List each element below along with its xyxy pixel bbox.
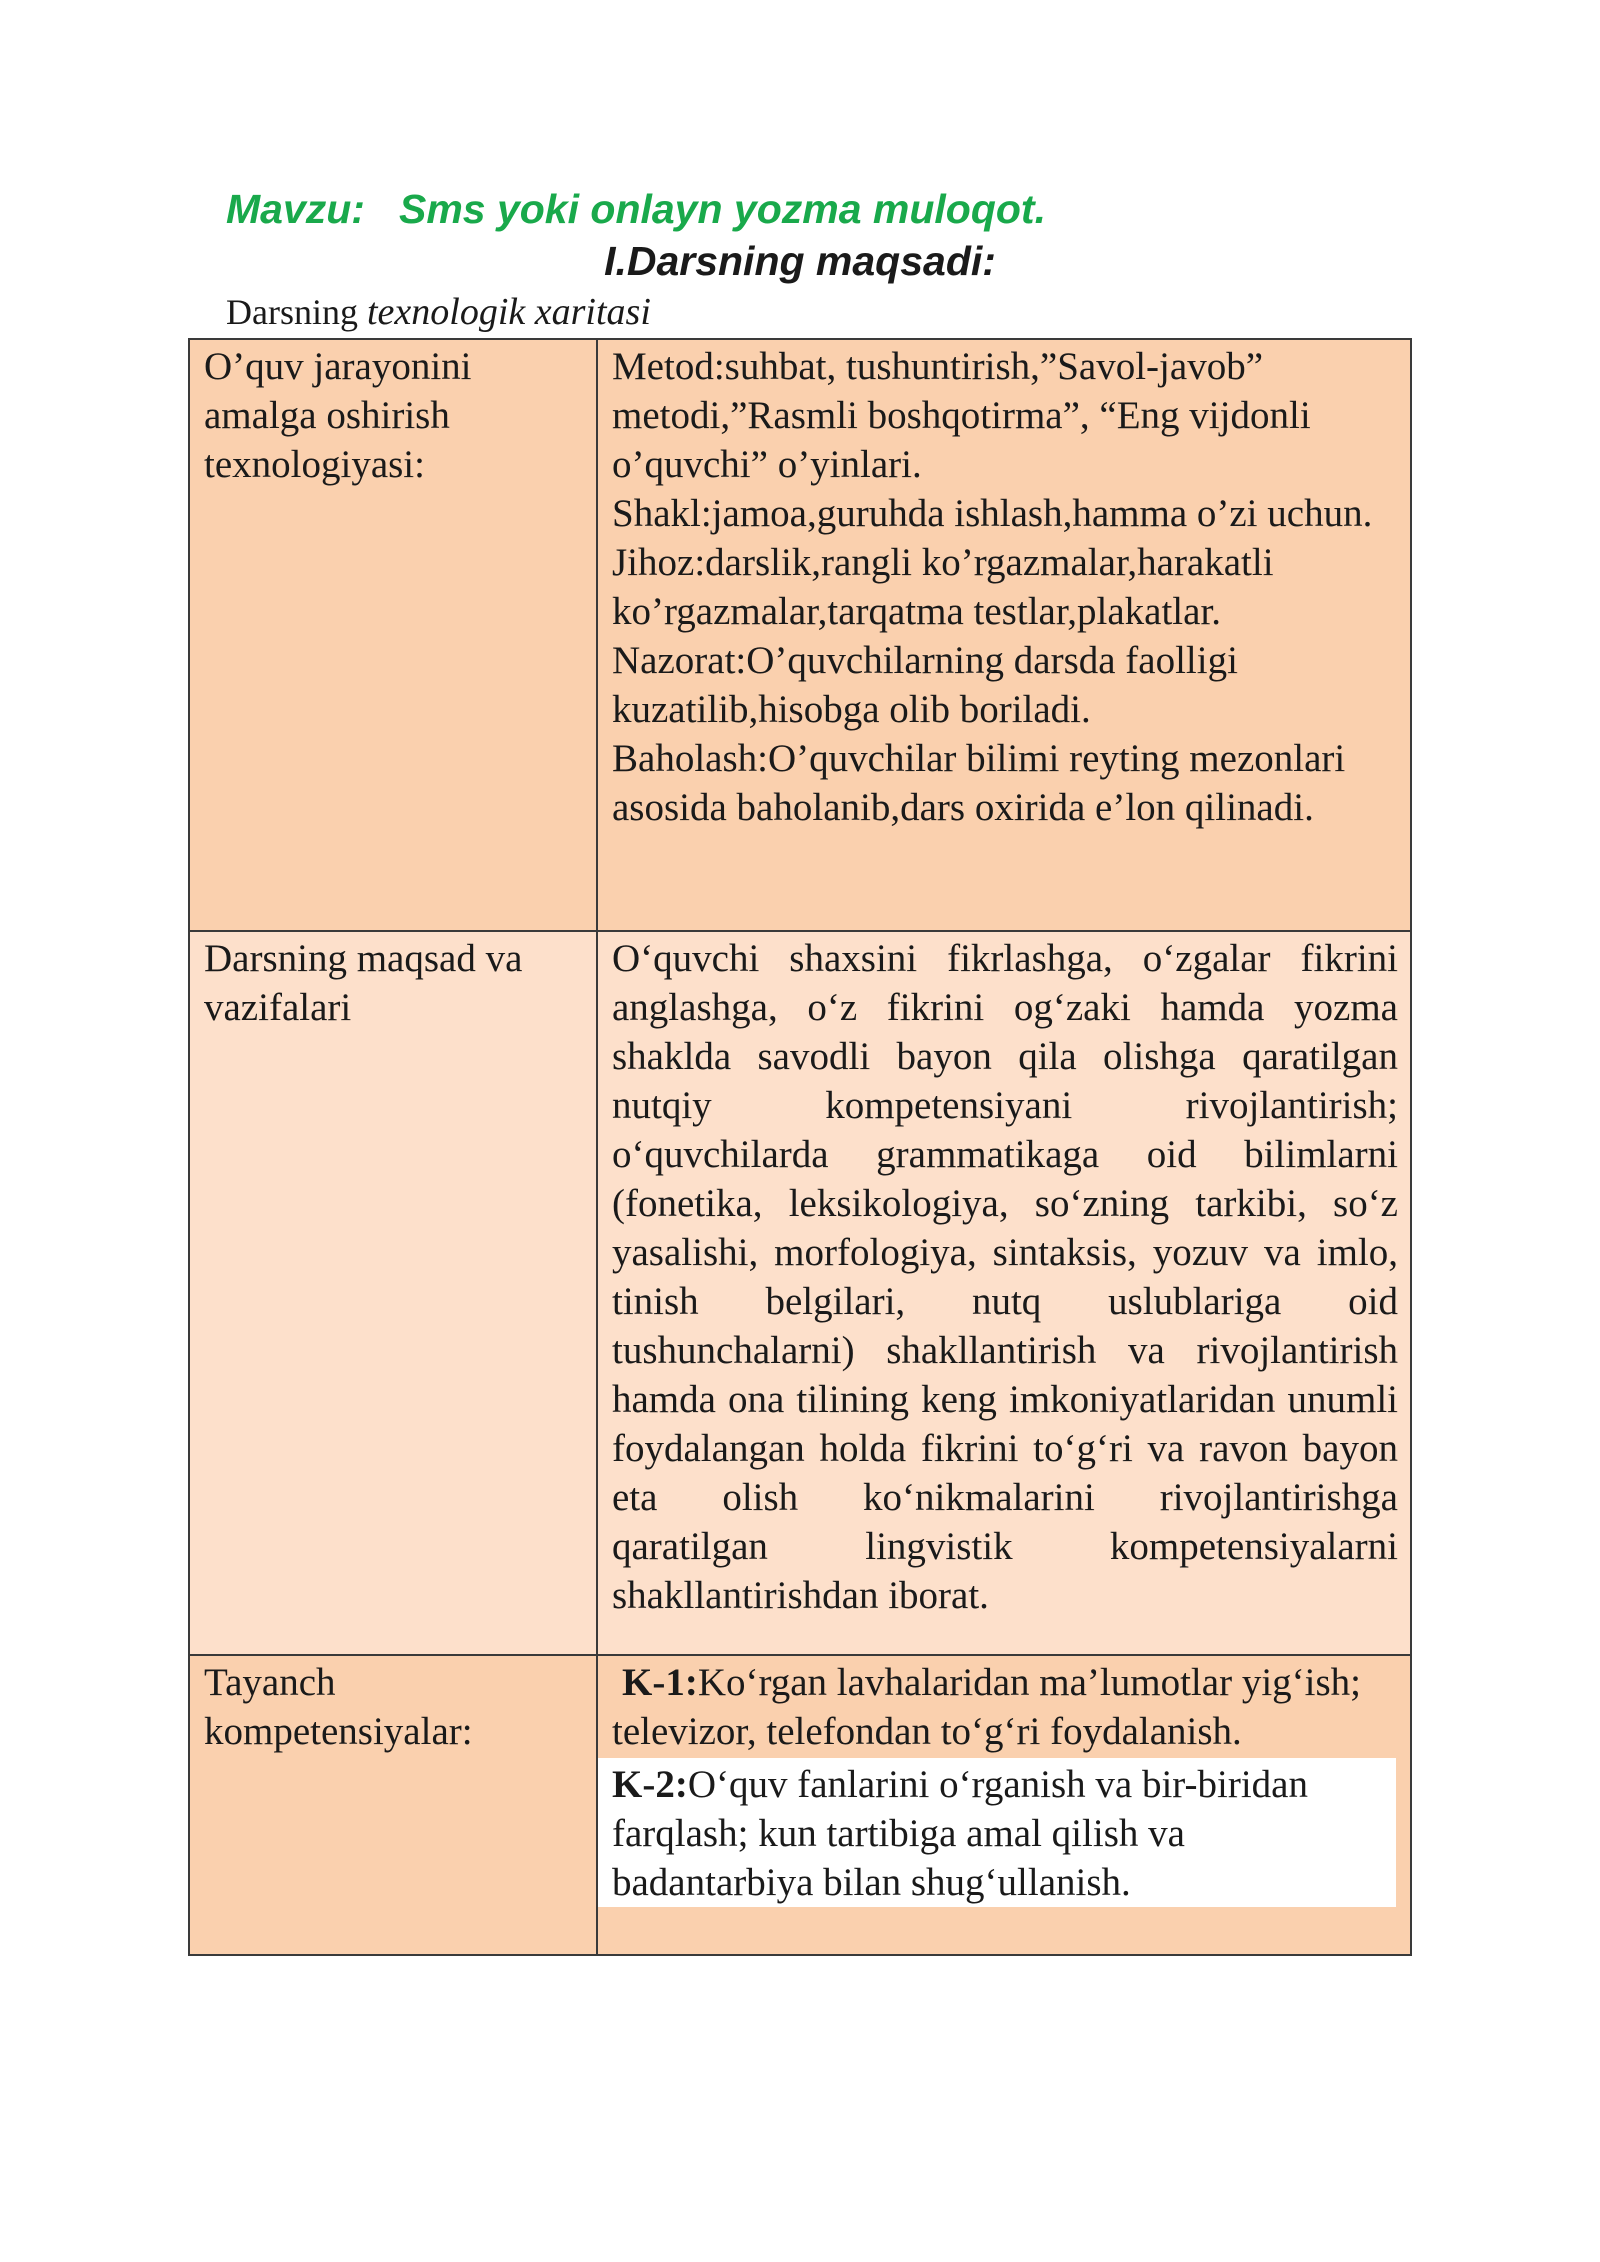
competency-k2-label: K-2: xyxy=(612,1763,688,1806)
form-line: Shakl:jamoa,guruhda ishlash,hamma o’zi uchun. xyxy=(612,492,1373,535)
technology-map-title xyxy=(226,290,651,334)
competency-k1 xyxy=(598,1656,1410,1758)
topic-title: Sms yoki onlayn yozma muloqot. xyxy=(398,186,1046,232)
table-row-competencies xyxy=(189,1655,1411,1955)
map-title-regular: Darsning xyxy=(226,292,358,332)
lesson-topic xyxy=(226,186,1046,233)
competency-k1-label: K-1: xyxy=(622,1661,698,1704)
equipment-line: Jihoz:darslik,rangli ko’rgazmalar,harakatli ko’rgazmalar,tarqatma testlar,plakatlar. xyxy=(612,541,1274,633)
method-line: Metod:suhbat, tushuntirish,”Savol-javob” metodi,”Rasmli boshqotirma”, “Eng vijdonli o’quvchi” o’yinlari. xyxy=(612,345,1311,486)
row-label-competencies: Tayanch kompetensiyalar: xyxy=(189,1655,597,1955)
lesson-goal-heading: I.Darsning maqsadi: xyxy=(604,238,996,284)
topic-label: Mavzu: xyxy=(226,186,365,232)
table-row-goals xyxy=(189,931,1411,1655)
technology-map-table xyxy=(188,338,1412,1956)
table-row-technology xyxy=(189,339,1411,931)
map-title-italic: texnologik xaritasi xyxy=(366,291,651,333)
row-label-technology: O’quv jarayonini amalga oshirish texnologiyasi: xyxy=(189,339,597,931)
assessment-line: Baholash:O’quvchilar bilimi reyting mezonlari asosida baholanib,dars oxirida e’lon qilinadi. xyxy=(612,737,1346,829)
competency-k2-text: O‘quv fanlarini o‘rganish va bir-biridan farqlash; kun tartibiga amal qilish va badantarbiya bilan shug‘ullanish. xyxy=(612,1763,1308,1904)
control-line: Nazorat:O’quvchilarning darsda faolligi kuzatilib,hisobga olib boriladi. xyxy=(612,639,1238,731)
competency-k2 xyxy=(598,1758,1396,1907)
row-label-goals: Darsning maqsad va vazifalari xyxy=(189,931,597,1655)
row-content-goals: O‘quvchi shaxsini fikrlashga, o‘zgalar fikrini anglashga, o‘z fikrini og‘zaki hamda yozma shaklda savodli bayon qila olishga qaratilgan nutqiy kompetensiyani rivojlantirish; o‘quvchilarda grammatikaga oid bilimlarni (fonetika, leksikologiya, so‘zning tarkibi, so‘z yasalishi, morfologiya, sintaksis, yozuv va imlo, tinish belgilari, nutq uslublariga oid tushunchalarni) shakllantirish va rivojlantirish hamda ona tilining keng imkoniyatlaridan unumli foydalangan holda fikrini to‘g‘ri va ravon bayon eta olish ko‘nikmalarini rivojlantirishga qaratilgan lingvistik kompetensiyalarni shakllantirishdan iborat. xyxy=(597,931,1411,1655)
row-content-competencies xyxy=(597,1655,1411,1955)
row-content-technology xyxy=(597,339,1411,931)
competency-k1-text: Ko‘rgan lavhalaridan ma’lumotlar yig‘ish; televizor, telefondan to‘g‘ri foydalanish. xyxy=(612,1661,1361,1753)
